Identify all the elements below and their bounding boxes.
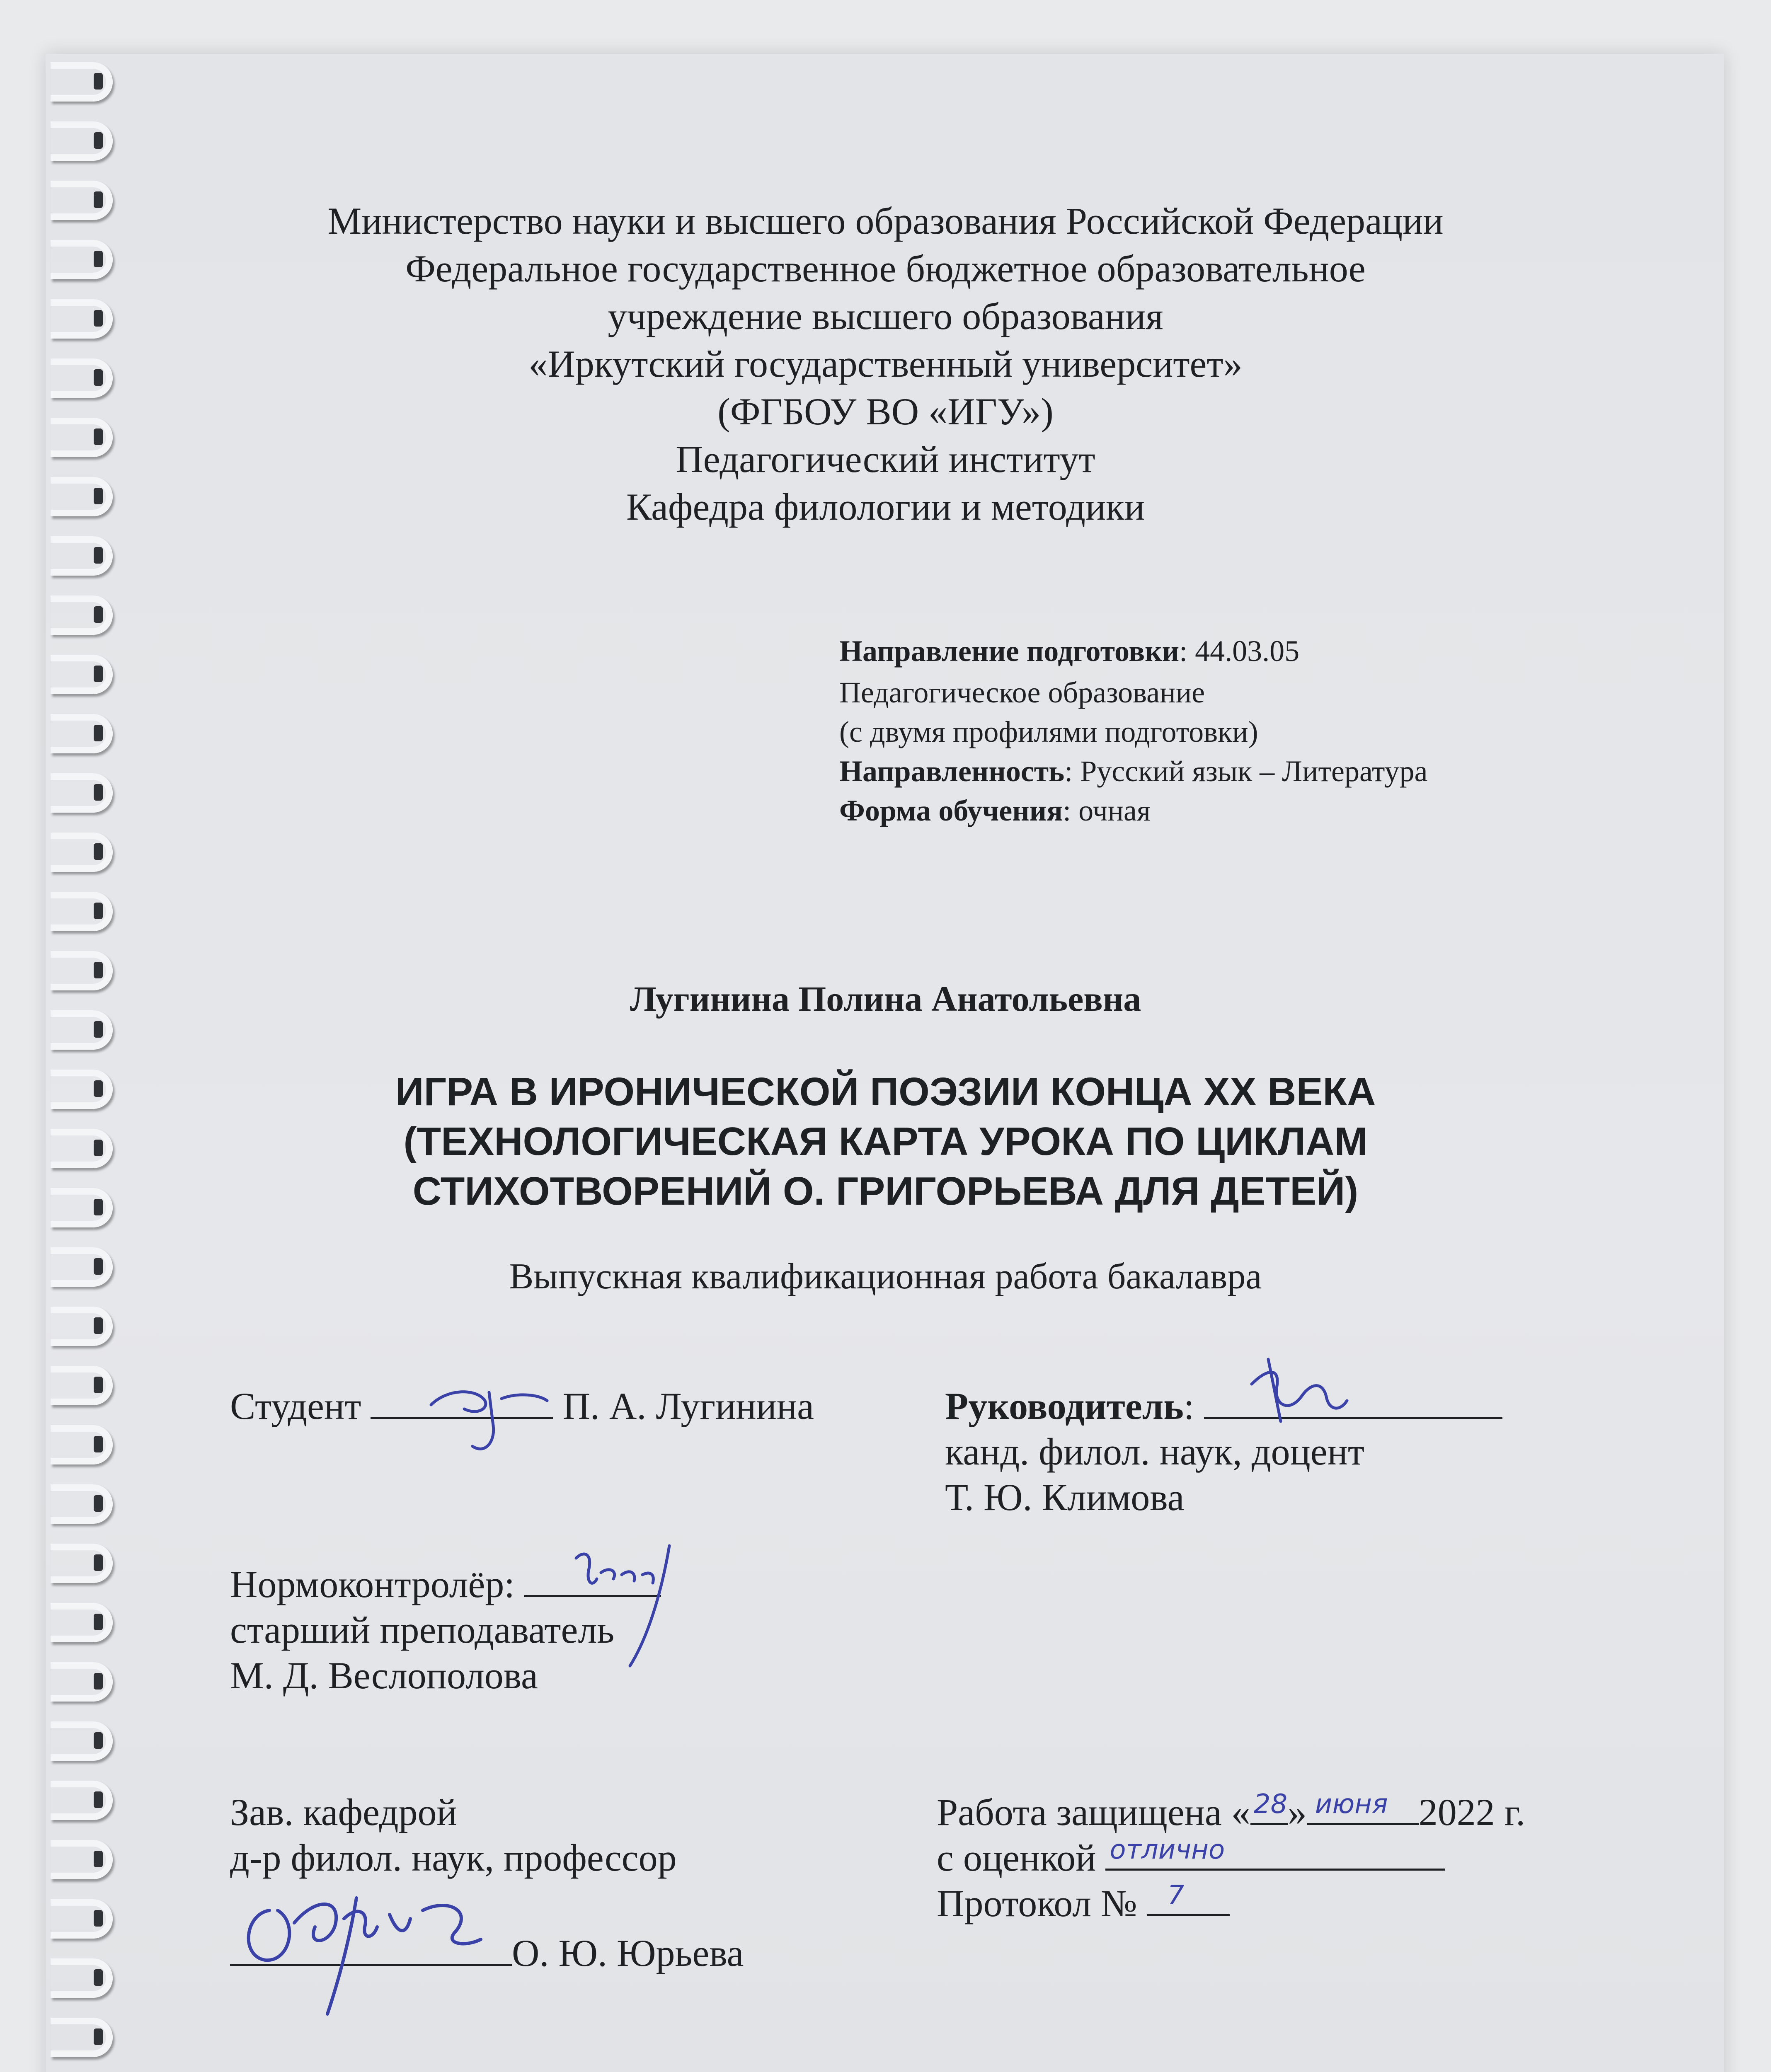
- binding-ring: [51, 1899, 113, 1945]
- student-signature: [414, 1359, 555, 1459]
- binding-ring: [51, 1307, 113, 1352]
- defense-protocol-block: Протокол № 7: [937, 1881, 1230, 1925]
- binding-ring: [51, 1840, 113, 1886]
- binding-ring: [51, 1425, 113, 1471]
- binding-ring: [51, 1662, 113, 1708]
- defense-protocol-line: [1147, 1880, 1230, 1916]
- work-type: Выпускная квалификационная работа бакалавра: [509, 1256, 1262, 1297]
- supervisor-name: Т. Ю. Климова: [945, 1476, 1185, 1518]
- normcontroller-name: М. Д. Веслополова: [230, 1654, 538, 1697]
- binding-ring: [51, 536, 113, 582]
- header-institution-line1: Федеральное государственное бюджетное образовательное: [405, 247, 1366, 290]
- program-form: Форма обучения: очная: [839, 794, 1151, 827]
- binding-ring: [51, 1781, 113, 1826]
- defense-day: 28: [1253, 1789, 1288, 1820]
- supervisor-degree: канд. филол. наук, доцент: [945, 1431, 1365, 1473]
- header-institute: Педагогический институт: [676, 438, 1095, 480]
- binding-ring: [51, 1366, 113, 1411]
- head-signature: [232, 1873, 522, 2022]
- defense-grade: отлично: [1110, 1835, 1225, 1865]
- header-ministry: Министерство науки и высшего образования Российской Федерации: [327, 200, 1444, 242]
- defense-grade-line: [1105, 1835, 1445, 1871]
- head-degree: д-р филол. наук, профессор: [230, 1837, 677, 1879]
- defense-day-line: [1250, 1789, 1288, 1825]
- binding-ring: [51, 892, 113, 937]
- program-focus: Направленность: Русский язык – Литература: [839, 755, 1428, 788]
- header-university-abbr: (ФГБОУ ВО «ИГУ»): [717, 390, 1054, 433]
- binding-ring: [51, 773, 113, 819]
- head-signature-block: О. Ю. Юрьева: [230, 1931, 744, 1975]
- binding-ring: [51, 833, 113, 878]
- binding-ring: [51, 62, 113, 108]
- binding-ring: [51, 714, 113, 760]
- program-direction-note: (с двумя профилями подготовки): [839, 715, 1258, 748]
- header-university: «Иркутский государственный университет»: [528, 343, 1243, 385]
- supervisor-signature-block: Руководитель:: [945, 1384, 1502, 1428]
- binding-ring: [51, 2018, 113, 2063]
- binding-ring: [51, 1484, 113, 1530]
- supervisor-signature: [1243, 1351, 1351, 1434]
- binding-ring: [51, 655, 113, 700]
- defense-month-line: [1307, 1789, 1419, 1825]
- defense-protocol-number: 7: [1167, 1880, 1185, 1911]
- program-direction: Направление подготовки: 44.03.05: [839, 634, 1300, 668]
- thesis-title-line1: ИГРА В ИРОНИЧЕСКОЙ ПОЭЗИИ КОНЦА XX ВЕКА: [395, 1070, 1376, 1114]
- thesis-title-line3: СТИХОТВОРЕНИЙ О. ГРИГОРЬЕВА ДЛЯ ДЕТЕЙ): [412, 1169, 1359, 1213]
- thesis-title-line2: (ТЕХНОЛОГИЧЕСКАЯ КАРТА УРОКА ПО ЦИКЛАМ: [403, 1119, 1368, 1164]
- student-signature-block: Студент П. А. Лугинина: [230, 1385, 814, 1427]
- binding-ring: [51, 1603, 113, 1648]
- defense-grade-block: с оценкой отлично: [937, 1836, 1445, 1880]
- binding-ring: [51, 1958, 113, 2004]
- author-name: Лугинина Полина Анатольевна: [630, 979, 1141, 1019]
- binding-ring: [51, 595, 113, 641]
- defense-month: июня: [1315, 1789, 1388, 1820]
- defense-date: Работа защищена « 28 » июня 2022 г.: [937, 1789, 1526, 1833]
- header-institution-line2: учреждение высшего образования: [608, 295, 1163, 337]
- normcontroller-position: старший преподаватель: [230, 1609, 615, 1651]
- binding-ring: [51, 1721, 113, 1767]
- binding-ring: [51, 121, 113, 167]
- header-department: Кафедра филологии и методики: [626, 486, 1145, 528]
- binding-ring: [51, 1544, 113, 1589]
- head-label: Зав. кафедрой: [230, 1791, 457, 1833]
- program-direction-name: Педагогическое образование: [839, 676, 1205, 709]
- normcontroller-signature-block: Нормоконтролёр:: [230, 1562, 661, 1606]
